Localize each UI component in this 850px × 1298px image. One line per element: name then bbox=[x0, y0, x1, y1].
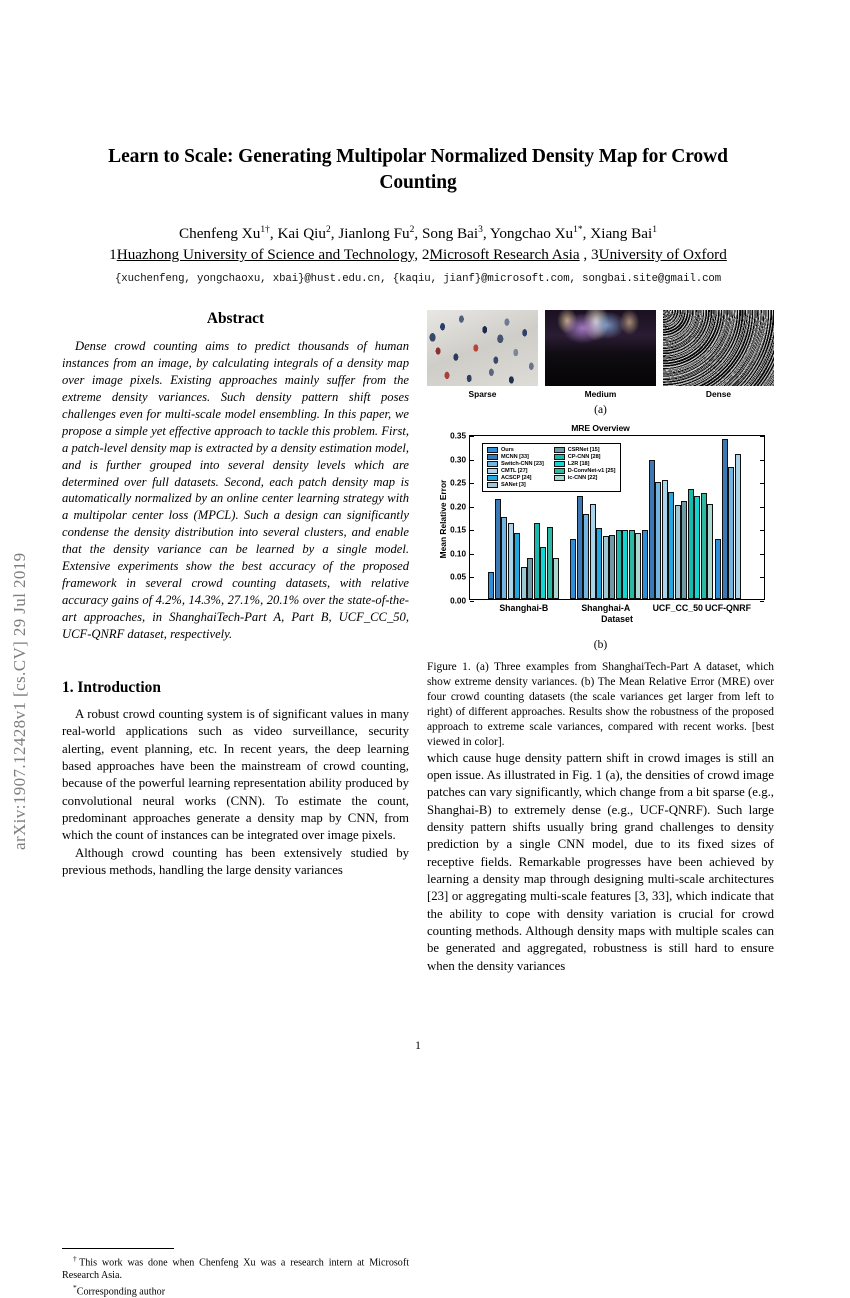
chart-ytick-mark bbox=[470, 507, 474, 508]
chart-ytick-mark bbox=[760, 530, 764, 531]
chart-bar bbox=[547, 527, 553, 599]
chart-bar bbox=[596, 528, 602, 599]
chart-legend-swatch bbox=[554, 454, 565, 460]
chart-legend bbox=[482, 443, 621, 492]
chart-bar bbox=[495, 499, 501, 599]
author-1: Kai Qiu$^2$ bbox=[277, 225, 331, 243]
chart-ytick-label: 0.15 bbox=[450, 525, 466, 535]
affiliation-2-name: University of Oxford bbox=[598, 246, 727, 264]
chart-ytick-label: 0.05 bbox=[450, 572, 466, 582]
mre-bar-chart bbox=[427, 422, 774, 634]
author-emails: {xuchenfeng, yongchaoxu, xbai}@hust.edu.cn, {kaqiu, jianf}@microsoft.com, songbai.site@gmail.com bbox=[114, 273, 722, 286]
chart-legend-column bbox=[554, 447, 616, 488]
affiliation-1-name: Microsoft Research Asia bbox=[429, 246, 580, 264]
chart-bar bbox=[688, 489, 694, 599]
chart-bar bbox=[668, 492, 674, 599]
chart-ytick-label: 0.30 bbox=[450, 455, 466, 465]
chart-legend-label: MCNN [33] bbox=[501, 454, 529, 460]
figure-sublabel-b: (b) bbox=[593, 639, 608, 651]
right-column-paragraph: which cause huge density pattern shift in crowd images is still an open issue. As illustrated in Fig. 1 (a), the densities of crowd image patches can vary significantly, which change from a bit sparse (e.g., Shanghai-B) to extremely dense (e.g., UCF-QNRF). Such large density pattern shifts usually bring grand challenges to density prediction by a single CNN model, due to its fixed sizes of receptive fields. Remarkable progresses have been achieved by learning a density map through designing multi-scale architectures [23] or aggregating multi-scale features [3, 33], which indicate that the ability to cope with density variation is crucial for crowd counting methods. Although density maps with multiple scales can be generated and aggregated, robustness is still hard to ensure when the density variances bbox=[427, 750, 774, 973]
chart-legend-swatch bbox=[487, 482, 498, 488]
chart-legend-item bbox=[487, 447, 544, 453]
chart-bar bbox=[728, 467, 734, 599]
chart-bar bbox=[675, 505, 681, 599]
chart-ytick-label: 0.25 bbox=[450, 478, 466, 488]
crowd-image-captions bbox=[427, 389, 774, 399]
chart-bar bbox=[635, 533, 641, 599]
chart-bar bbox=[583, 514, 589, 599]
chart-bar bbox=[570, 539, 576, 599]
chart-bar bbox=[622, 530, 628, 599]
chart-xtick-label: Shanghai-A bbox=[581, 603, 631, 613]
introduction-paragraph-2: Although crowd counting has been extensively studied by previous methods, handling the large density variances bbox=[62, 845, 409, 877]
chart-legend-item bbox=[487, 475, 544, 481]
chart-ytick-mark bbox=[760, 460, 764, 461]
chart-bar bbox=[577, 496, 583, 599]
chart-bar bbox=[694, 496, 700, 599]
author-0: Chenfeng $Xu^{1\dagger}$ bbox=[178, 225, 270, 243]
paper-page bbox=[62, 0, 774, 1297]
chart-bar bbox=[649, 460, 655, 599]
chart-legend-item bbox=[554, 475, 616, 481]
chart-ytick-mark bbox=[760, 436, 764, 437]
chart-legend-label: CMTL [27] bbox=[501, 468, 528, 474]
chart-bar bbox=[488, 572, 494, 599]
chart-bar bbox=[681, 501, 687, 599]
chart-ytick-mark bbox=[760, 577, 764, 578]
chart-legend-swatch bbox=[554, 475, 565, 481]
chart-ytick-label: 0.35 bbox=[450, 431, 466, 441]
chart-legend-label: L2R [18] bbox=[567, 461, 590, 467]
abstract-text: Dense crowd counting aims to predict thousands of human instances from an image, by calculating integrals of a density map over image pixels. Existing approaches mainly suffer from the extreme density variances. Such density pattern shift poses challenges even for multi-scale model ensembling. In this paper, we propose a simple yet effective approach to tackle this problem. First, a patch-level density map is extracted by a density estimation model, and is further grouped into several density levels which are determined over full datasets. Second, each patch density map is automatically normalized by an online center learning strategy with a multipolar center loss (MPCL). Such a design can significantly condense the density distribution into several clusters, and enable that the density variance can be learned by a single model. Extensive experiments show the best accuracy of the proposed framework in several crowd counting datasets, with relative accuracy gains of 4.2%, 14.3%, 27.1%, 20.1% over the state-of-the-art approaches, in ShanghaiTech-Part A, Part B, UCF_CC_50, UCF-QNRF dataset, respectively. bbox=[62, 339, 409, 641]
figure-sublabel-a: (a) bbox=[594, 404, 607, 416]
affiliation-0-name: Huazhong University of Science and Technology, bbox=[116, 246, 419, 264]
chart-legend-item bbox=[487, 461, 544, 467]
chart-ytick-mark bbox=[760, 507, 764, 508]
chart-bar bbox=[521, 567, 527, 599]
chart-ytick-mark bbox=[470, 577, 474, 578]
chart-legend-item bbox=[554, 461, 616, 467]
chart-bar bbox=[501, 517, 507, 600]
chart-legend-swatch bbox=[487, 468, 498, 474]
chart-ytick-mark bbox=[470, 601, 474, 602]
chart-bar bbox=[662, 480, 668, 599]
chart-legend-swatch bbox=[554, 447, 565, 453]
chart-xlabel: Dataset bbox=[601, 614, 633, 624]
chart-ytick-mark bbox=[760, 483, 764, 484]
author-list: Chenfeng $Xu^{1\dagger}$, Kai Qiu$^2$, Jianlong Fu$^2$, Song Bai$^3$, Yongchao $Xu^{1*}$, Xiang Bai$^1$ bbox=[178, 225, 658, 243]
introduction-paragraph-1: A robust crowd counting system is of significant values in many real-world applications such as video surveillance, security alerting, event planning, etc. In recent years, the deep learning based approaches have been the mainstream of crowd counting, because of the powerful learning representation ability produced by convolutional neural works (CNN). To estimate the count, predominant approaches generate a density map by CNN, from which the count of instances can be integrated over image pixels. bbox=[62, 706, 409, 843]
chart-bar bbox=[540, 547, 546, 599]
chart-bar bbox=[527, 558, 533, 599]
crowd-image-row bbox=[427, 310, 774, 386]
chart-legend-swatch bbox=[487, 454, 498, 460]
chart-legend-swatch bbox=[554, 461, 565, 467]
chart-legend-item bbox=[487, 468, 544, 474]
chart-legend-swatch bbox=[487, 461, 498, 467]
affiliation-1-sup: 2 bbox=[421, 246, 430, 264]
chart-ytick-label: 0.20 bbox=[450, 502, 466, 512]
chart-xtick-label: Shanghai-B bbox=[499, 603, 549, 613]
chart-bar bbox=[603, 536, 609, 599]
chart-bar bbox=[616, 530, 622, 599]
two-column-body bbox=[62, 310, 774, 1297]
chart-legend-label: SANet [3] bbox=[501, 482, 526, 488]
chart-legend-label: Ours bbox=[501, 447, 514, 453]
chart-ytick-label: 0.10 bbox=[450, 549, 466, 559]
chart-bar bbox=[553, 558, 559, 599]
arxiv-stamp: arXiv:1907.12428v1 [cs.CV] 29 Jul 2019 bbox=[10, 552, 29, 850]
affiliation-2-sup: 3 bbox=[591, 246, 599, 264]
chart-plot-area bbox=[450, 431, 765, 613]
right-column bbox=[427, 310, 774, 975]
chart-bar bbox=[609, 535, 615, 599]
chart-bar bbox=[735, 454, 741, 599]
chart-bar bbox=[590, 504, 596, 599]
chart-ytick-mark bbox=[470, 554, 474, 555]
chart-title: MRE Overview bbox=[571, 423, 630, 433]
crowd-image-sparse bbox=[427, 310, 538, 386]
chart-bar bbox=[715, 539, 721, 599]
page-number: 1 bbox=[415, 1040, 421, 1052]
crowd-image-dense bbox=[663, 310, 774, 386]
chart-legend-label: Switch-CNN [23] bbox=[501, 461, 544, 467]
chart-bar bbox=[642, 530, 648, 599]
crowd-caption-medium: Medium bbox=[584, 389, 617, 399]
chart-legend-swatch bbox=[554, 468, 565, 474]
affiliation-0-sup: 1 bbox=[109, 246, 117, 264]
page-title: Learn to Scale: Generating Multipolar Normalized Density Map for Crowd Counting bbox=[108, 146, 728, 193]
chart-bar bbox=[514, 533, 520, 599]
chart-legend-label: CSRNet [15] bbox=[567, 447, 600, 453]
chart-legend-item bbox=[554, 454, 616, 460]
chart-ytick-mark bbox=[470, 436, 474, 437]
figure-caption: Figure 1. (a) Three examples from ShanghaiTech-Part A dataset, which show extreme density variances. (b) The Mean Relative Error (MRE) over four crowd counting datasets (the scale variances get larger from left to right) of different approaches. Results show the robustness of the proposed approach to extreme scale variances, compared with recent works. [best viewed in color]. bbox=[427, 661, 774, 748]
chart-legend-swatch bbox=[487, 475, 498, 481]
chart-legend-item bbox=[554, 447, 616, 453]
chart-ytick-label: 0.00 bbox=[450, 596, 466, 606]
chart-legend-label: ic-CNN [22] bbox=[567, 475, 598, 481]
chart-ytick-mark bbox=[470, 530, 474, 531]
chart-bar bbox=[722, 439, 728, 599]
chart-bar bbox=[655, 482, 661, 599]
chart-legend-label: ACSCP [24] bbox=[501, 475, 532, 481]
author-3: Song Bai$^3$ bbox=[421, 225, 483, 243]
crowd-caption-sparse: Sparse bbox=[468, 389, 497, 399]
author-5: Xiang Bai$^1$ bbox=[590, 225, 658, 243]
chart-bar bbox=[701, 493, 707, 599]
footnote-block bbox=[62, 1248, 409, 1298]
chart-xtick-label: UCF_CC_50 bbox=[652, 603, 703, 613]
chart-ytick-mark bbox=[760, 554, 764, 555]
introduction-heading: 1. Introduction bbox=[62, 678, 161, 696]
author-4: Yongchao $Xu^{1*}$ bbox=[489, 225, 583, 243]
chart-bar bbox=[508, 523, 514, 599]
chart-bar bbox=[707, 504, 713, 599]
chart-legend-label: CP-CNN [28] bbox=[567, 454, 601, 460]
chart-legend-item bbox=[487, 482, 544, 488]
footnote-line-1: †This work was done when Chenfeng Xu was a research intern at Microsoft Research Asia. bbox=[62, 1254, 410, 1282]
chart-legend-item bbox=[554, 468, 616, 474]
chart-bar bbox=[629, 530, 635, 599]
chart-xtick-label: UCF-QNRF bbox=[705, 603, 751, 613]
author-2: Jianlong Fu$^2$ bbox=[338, 225, 415, 243]
left-column bbox=[62, 310, 410, 1297]
footnote-line-2: *Corresponding author bbox=[73, 1282, 166, 1297]
chart-ytick-mark bbox=[760, 601, 764, 602]
chart-legend-item bbox=[487, 454, 544, 460]
chart-bar bbox=[534, 523, 540, 599]
figure-1b bbox=[427, 422, 774, 651]
crowd-caption-dense: Dense bbox=[705, 389, 732, 399]
chart-ytick-mark bbox=[470, 483, 474, 484]
chart-legend-swatch bbox=[487, 447, 498, 453]
affiliation-list: 1Huazhong University of Science and Technology, 2Microsoft Research Asia , 3University of Oxford bbox=[109, 246, 727, 264]
chart-ytick-mark bbox=[470, 460, 474, 461]
chart-legend-label: D-ConvNet-v1 [25] bbox=[567, 468, 616, 474]
chart-ylabel: Mean Relative Error bbox=[438, 479, 448, 559]
section-spacer bbox=[62, 643, 409, 679]
footnote-rule bbox=[62, 1248, 174, 1249]
figure-1a bbox=[427, 310, 774, 416]
crowd-image-medium bbox=[545, 310, 656, 386]
chart-legend-column bbox=[487, 447, 544, 488]
abstract-heading: Abstract bbox=[206, 310, 265, 327]
